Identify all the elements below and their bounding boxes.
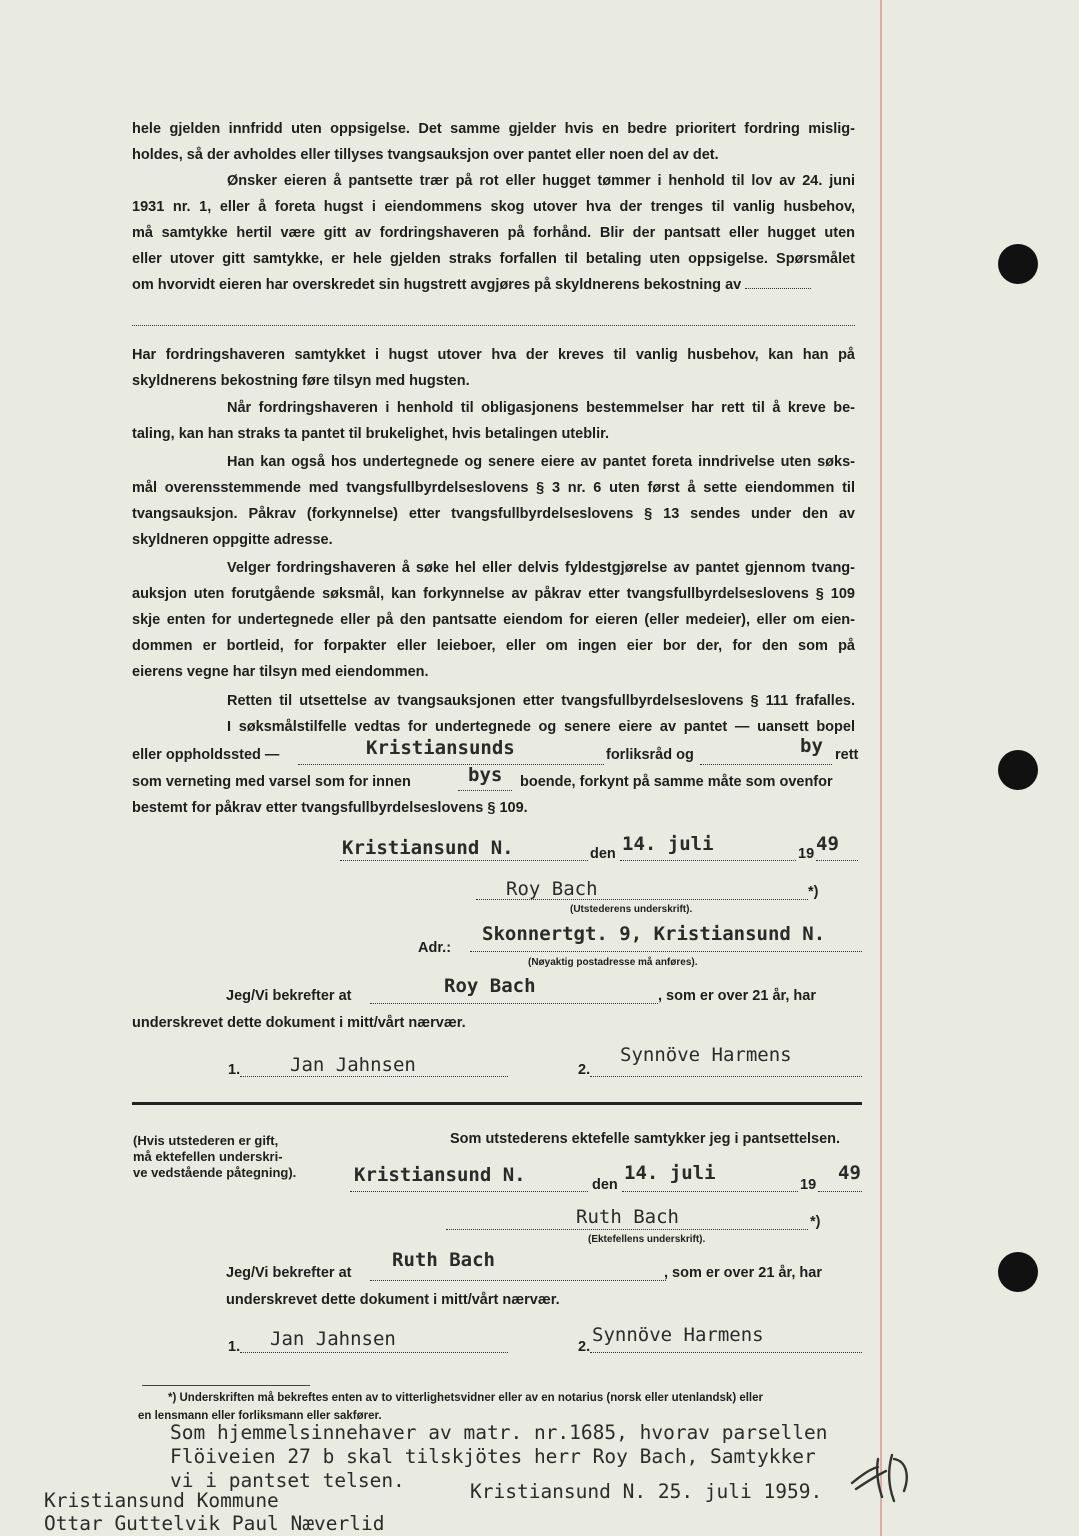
text-line: 1931 nr. 1, eller å foreta hugst i eiendommens skog utover hva der trenges til vanlig husbehov, bbox=[132, 199, 855, 215]
witness1-name2: Synnöve Harmens bbox=[620, 1044, 792, 1066]
text-line: mål overensstemmende med tvangsfullbyrdelseslovens § 3 nr. 6 uten først å sette eiendommen til bbox=[132, 480, 855, 496]
venue-line2-pre: eller oppholdssted — bbox=[132, 747, 280, 763]
venue-line2-post: rett bbox=[835, 747, 859, 763]
text-line: Ønsker eieren å pantsette trær på rot eller hugget tømmer i henhold til lov av 24. juni bbox=[227, 173, 855, 189]
debtor-den-label: den bbox=[590, 846, 616, 862]
spouse-note-line3: ve vedstående påtegning). bbox=[133, 1165, 297, 1180]
spouse-note-line2: må ektefellen underskri- bbox=[133, 1149, 283, 1164]
blank-field bbox=[745, 274, 811, 289]
text-line: skyldneren oppgitte adresse. bbox=[132, 532, 333, 548]
debtor-address: Skonnertgt. 9, Kristiansund N. bbox=[482, 923, 826, 945]
paragraph-postponement bbox=[132, 688, 855, 714]
witness1-confirm-line2: underskrevet dette dokument i mitt/vårt nærvær. bbox=[132, 1015, 466, 1031]
debtor-year-suffix: 49 bbox=[816, 833, 839, 855]
blank-line bbox=[458, 790, 512, 791]
blank-line bbox=[298, 764, 604, 765]
debtor-date: 14. juli bbox=[622, 833, 714, 855]
text-line: auksjon uten forutgående søksmål, kan forkynnelse av påkrav etter tvangsfullbyrdelseslovens § 109 bbox=[132, 586, 855, 602]
spouse-asterisk: *) bbox=[810, 1214, 821, 1230]
text-line: eller utover gitt samtykke, er hele gjelden straks forfallen til betaling uten oppsigelse. Spørsmålet bbox=[132, 251, 855, 267]
blank-line bbox=[818, 1191, 862, 1192]
debtor-year-prefix: 19 bbox=[798, 846, 815, 862]
text-line: tvangsauksjon. Påkrav (forkynnelse) etter tvangsfullbyrdelseslovens § 13 sendes under den av bbox=[132, 506, 855, 522]
addendum-place-date: Kristiansund N. 25. juli 1959. bbox=[470, 1480, 823, 1503]
text-line: hele gjelden innfridd uten oppsigelse. Det samme gjelder hvis en bedre prioritert fordring mislig- bbox=[132, 121, 855, 137]
paragraph-collection bbox=[132, 449, 855, 553]
blank-line bbox=[340, 860, 588, 861]
text-line: Han kan også hos undertegnede og senere eiere av pantet foreta inndrivelse uten søks- bbox=[227, 454, 855, 470]
blank-line bbox=[350, 1191, 588, 1192]
signature-line bbox=[446, 1229, 808, 1230]
venue-line2-mid: forliksråd og bbox=[606, 747, 694, 763]
blank-line bbox=[620, 860, 796, 861]
punch-hole-bottom bbox=[998, 1252, 1038, 1292]
text-line: Velger fordringshaveren å søke hel eller delvis fyldestgjørelse av pantet gjennom tvang- bbox=[227, 560, 855, 576]
footnote-rule bbox=[142, 1385, 310, 1386]
section-divider bbox=[132, 1102, 862, 1105]
signature-line bbox=[590, 1076, 862, 1077]
spouse-year-suffix: 49 bbox=[838, 1162, 861, 1184]
spouse-place: Kristiansund N. bbox=[354, 1164, 526, 1186]
witness2-confirm-line2: underskrevet dette dokument i mitt/vårt nærvær. bbox=[226, 1292, 560, 1308]
addendum-line-1: Som hjemmelsinnehaver av matr. nr.1685, hvorav parsellen bbox=[170, 1421, 828, 1444]
text-line: Retten til utsettelse av tvangsauksjonen etter tvangsfullbyrdelseslovens § 111 frafalles. bbox=[227, 693, 855, 709]
blank-line bbox=[622, 1191, 798, 1192]
blank-line bbox=[700, 764, 832, 765]
spouse-signature: Ruth Bach bbox=[576, 1206, 679, 1228]
witness2-confirm-pre: Jeg/Vi bekrefter at bbox=[226, 1265, 352, 1281]
text-line: Når fordringshaveren i henhold til obligasjonens bestemmelser har rett til å kreve be- bbox=[227, 400, 855, 416]
punch-hole-top bbox=[998, 244, 1038, 284]
witness1-num2: 2. bbox=[578, 1062, 591, 1078]
address-caption: (Nøyaktig postadresse må anføres). bbox=[528, 957, 698, 968]
red-margin-line bbox=[880, 0, 882, 1536]
witness2-confirm-post: , som er over 21 år, har bbox=[664, 1265, 822, 1281]
footnote-line: en lensmann eller forliksmann eller sakfører. bbox=[138, 1410, 382, 1422]
blank-line bbox=[370, 1280, 666, 1281]
spouse-year-prefix: 19 bbox=[800, 1177, 817, 1193]
blank-line bbox=[816, 860, 858, 861]
blank-line bbox=[132, 325, 855, 326]
debtor-place: Kristiansund N. bbox=[342, 837, 514, 859]
signature-line bbox=[240, 1076, 508, 1077]
venue-line3-pre: som verneting med varsel som for innen bbox=[132, 774, 411, 790]
paragraph-supervision bbox=[132, 342, 855, 394]
venue-line3-post: boende, forkynt på samme måte som ovenfor bbox=[520, 774, 833, 790]
text-line: dommen er bortleid, for forpakter eller leieboer, eller om ingen eier bor der, for den som på bbox=[132, 638, 855, 654]
text-line bbox=[132, 272, 855, 298]
witness2-confirm-name: Ruth Bach bbox=[392, 1249, 495, 1271]
spouse-den-label: den bbox=[592, 1177, 618, 1193]
addendum-municipality: Kristiansund Kommune bbox=[44, 1489, 279, 1512]
footnote-line: *) Underskriften må bekreftes enten av to vitterlighetsvidner eller av en notarius (norsk eller utenlandsk) eller bbox=[168, 1392, 763, 1404]
paragraph-logging bbox=[132, 168, 855, 298]
signature-line bbox=[476, 899, 808, 900]
witness1-num1: 1. bbox=[228, 1062, 241, 1078]
text-line: I søksmålstilfelle vedtas for undertegnede og senere eiere av pantet — uansett bopel bbox=[227, 719, 855, 735]
venue-residence-fill: bys bbox=[468, 764, 503, 786]
text-line: Har fordringshaveren samtykket i hugst utover hva der kreves til vanlig husbehov, kan han på bbox=[132, 347, 855, 363]
witness1-confirm-post: , som er over 21 år, har bbox=[658, 988, 816, 1004]
spouse-consent: Som utstederens ektefelle samtykker jeg i pantsettelsen. bbox=[450, 1131, 841, 1147]
witness2-name1: Jan Jahnsen bbox=[270, 1328, 396, 1350]
blank-line bbox=[370, 1003, 658, 1004]
debtor-asterisk: *) bbox=[808, 884, 819, 900]
signature-line bbox=[240, 1352, 508, 1353]
paragraph-auction bbox=[132, 555, 855, 685]
text-line: må samtykke hertil være gitt av fordringshaveren på forhånd. Blir der pantsatt eller hugget uten bbox=[132, 225, 855, 241]
witness1-confirm-pre: Jeg/Vi bekrefter at bbox=[226, 988, 352, 1004]
spouse-note-line1: (Hvis utstederen er gift, bbox=[133, 1133, 279, 1148]
witness1-name1: Jan Jahnsen bbox=[290, 1054, 416, 1076]
venue-line4: bestemt for påkrav etter tvangsfullbyrdelseslovens § 109. bbox=[132, 800, 528, 816]
witness2-name2: Synnöve Harmens bbox=[592, 1324, 764, 1346]
text-line: eierens vegne har tilsyn med eiendommen. bbox=[132, 664, 429, 680]
spouse-date: 14. juli bbox=[624, 1162, 716, 1184]
witness2-num2: 2. bbox=[578, 1339, 591, 1355]
text-line: skje enten for undertegnede eller på den pantsatte eiendom for eieren (eller medeier), eller om eien- bbox=[132, 612, 855, 628]
addendum-signers: Ottar Guttelvik Paul Næverlid bbox=[44, 1512, 385, 1535]
text-segment: om hvorvidt eieren har overskredet sin hugstrett avgjøres på skyldnerens bekostning av bbox=[132, 277, 742, 293]
paragraph-debt-due bbox=[132, 116, 855, 168]
punch-hole-middle bbox=[998, 750, 1038, 790]
text-line: holdes, så der avholdes eller tillyses tvangsauksjon over pantet eller noen del av det. bbox=[132, 147, 719, 163]
text-line: skyldnerens bekostning føre tilsyn med hugsten. bbox=[132, 373, 470, 389]
venue-council-fill: Kristiansunds bbox=[366, 737, 515, 759]
handwritten-initials-mark bbox=[848, 1445, 918, 1505]
address-line bbox=[470, 951, 862, 952]
witness1-confirm-name: Roy Bach bbox=[444, 975, 536, 997]
venue-court-fill: by bbox=[800, 735, 823, 757]
debtor-signature: Roy Bach bbox=[506, 878, 598, 900]
addendum-line-2: Flöiveien 27 b skal tilskjötes herr Roy Bach, Samtykker bbox=[170, 1445, 816, 1468]
signature-line bbox=[590, 1352, 862, 1353]
debtor-signature-caption: (Utstederens underskrift). bbox=[570, 904, 693, 915]
text-line: taling, kan han straks ta pantet til brukelighet, hvis betalingen uteblir. bbox=[132, 426, 609, 442]
addendum-line-3: vi i pantset telsen. bbox=[170, 1469, 405, 1492]
witness2-num1: 1. bbox=[228, 1339, 241, 1355]
paragraph-usage bbox=[132, 395, 855, 447]
footnote bbox=[138, 1389, 863, 1425]
address-label: Adr.: bbox=[418, 940, 452, 956]
spouse-signature-caption: (Ektefellens underskrift). bbox=[588, 1234, 706, 1245]
